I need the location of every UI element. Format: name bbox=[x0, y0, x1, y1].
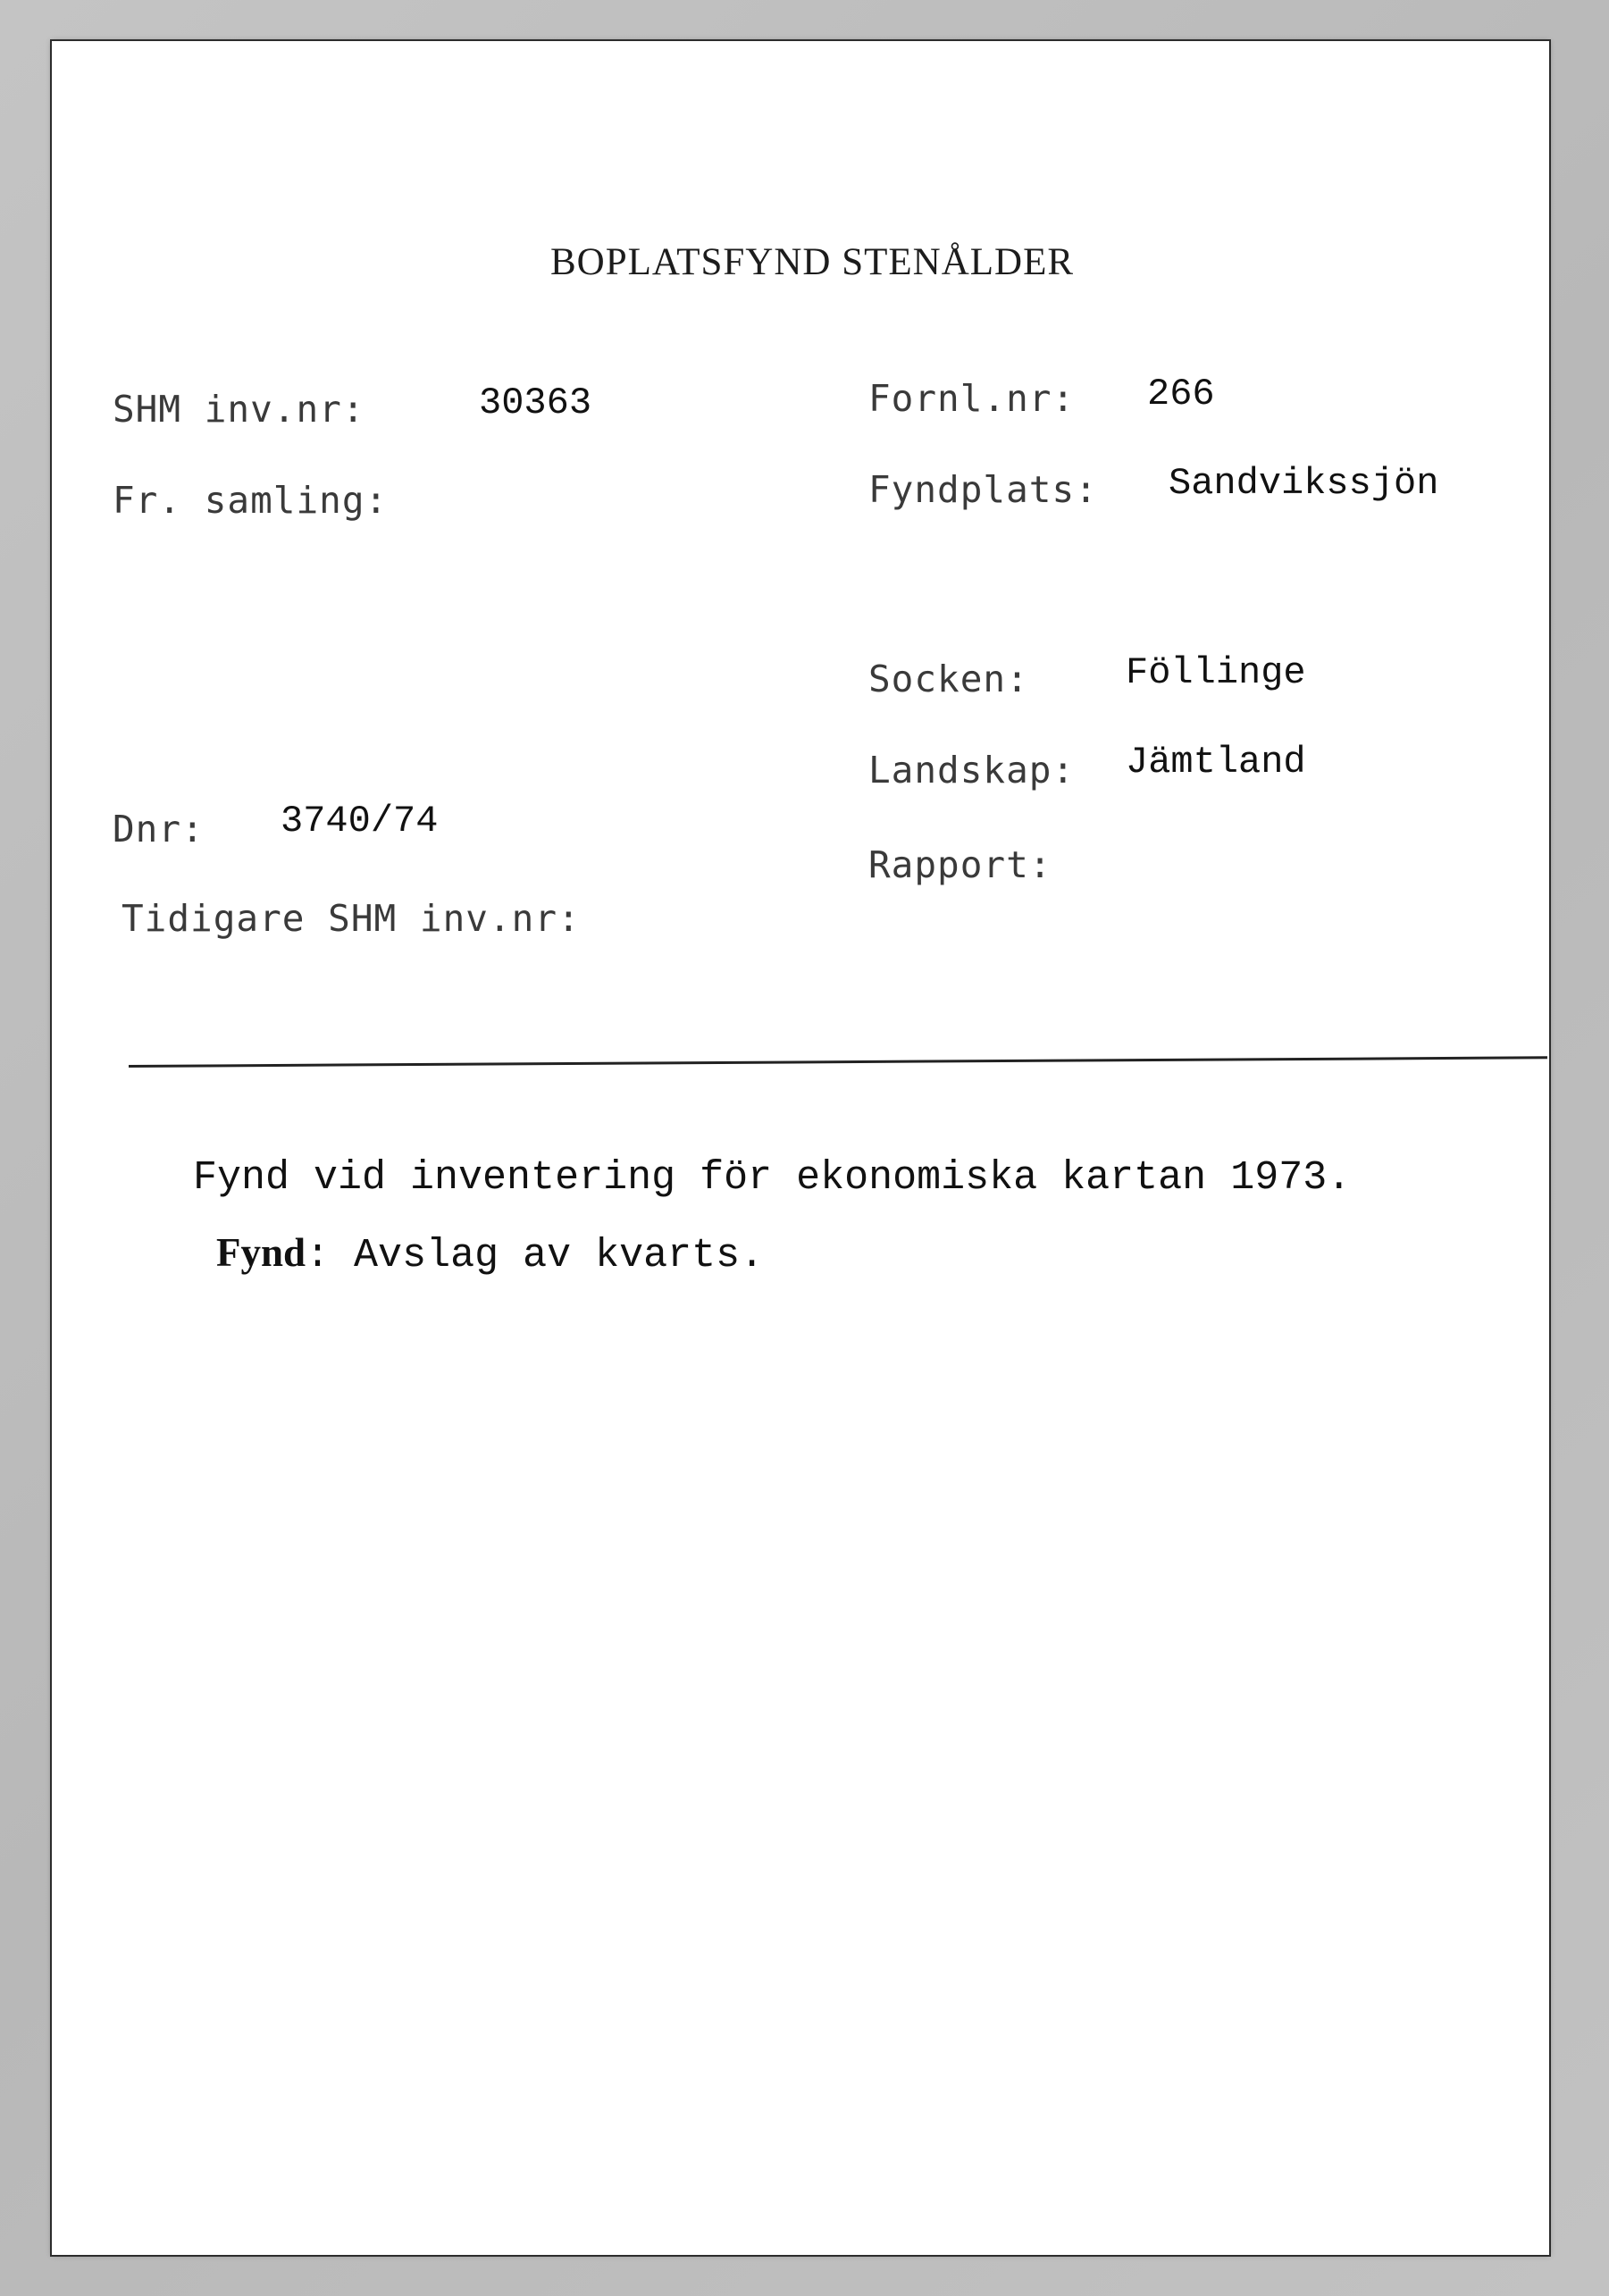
card-title: BOPLATSFYND STENÅLDER bbox=[550, 241, 1075, 283]
catalog-card bbox=[52, 41, 1549, 2255]
landskap-label: Landskap: bbox=[868, 749, 1076, 792]
socken-label: Socken: bbox=[868, 658, 1029, 700]
shm-inv-nr-label: SHM inv.nr: bbox=[113, 388, 365, 431]
fyndplats-value: Sandvikssjön bbox=[1169, 462, 1439, 505]
fynd-label: Fynd bbox=[216, 1230, 306, 1275]
landskap-value: Jämtland bbox=[1126, 741, 1306, 783]
tidigare-shm-inv-nr-label: Tidigare SHM inv.nr: bbox=[122, 897, 581, 940]
fornl-nr-value: 266 bbox=[1147, 373, 1215, 415]
dnr-label: Dnr: bbox=[113, 808, 205, 851]
rapport-label: Rapport: bbox=[868, 843, 1052, 886]
find-line bbox=[216, 1230, 765, 1278]
find-description: Fynd vid inventering för ekonomiska kartan 1973. bbox=[193, 1155, 1352, 1201]
fynd-text: : Avslag av kvarts. bbox=[306, 1233, 765, 1278]
socken-value: Föllinge bbox=[1126, 651, 1306, 694]
fornl-nr-label: Fornl.nr: bbox=[868, 377, 1076, 420]
fr-samling-label: Fr. samling: bbox=[113, 479, 389, 522]
dnr-value: 3740/74 bbox=[281, 800, 439, 842]
fyndplats-label: Fyndplats: bbox=[868, 468, 1098, 511]
shm-inv-nr-value: 30363 bbox=[479, 381, 592, 424]
